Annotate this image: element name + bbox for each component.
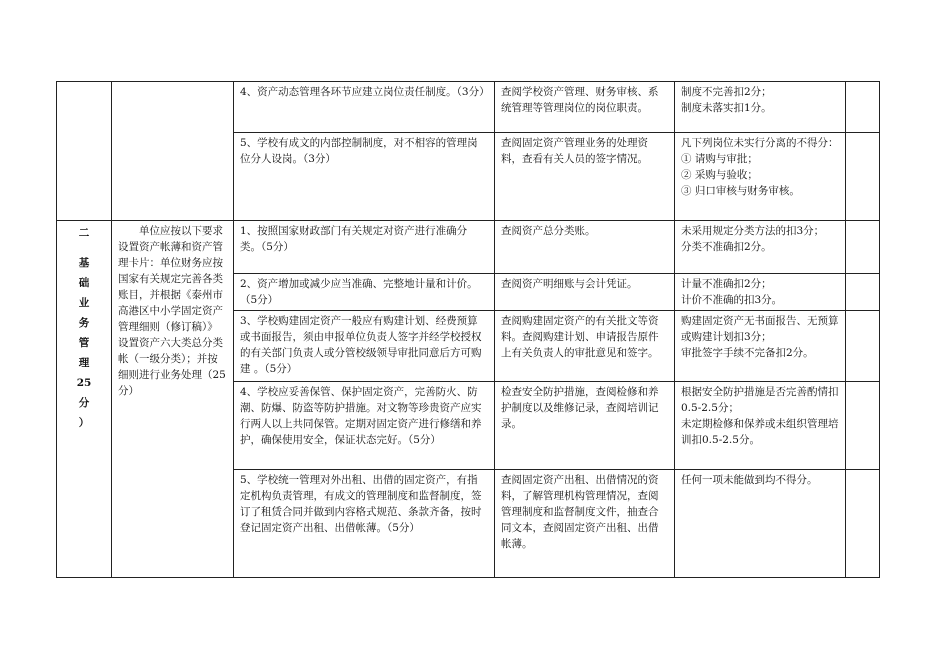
- scoring-cell: [675, 133, 846, 221]
- scoring-line: 任何一项未能做到均不得分。: [681, 474, 818, 486]
- score-cell: [846, 221, 880, 274]
- method-cell: 查阅固定资产出租、出借情况的资料，了解管理机构管理情况，查阅管理制度和监督制度文件，抽查合同文本，查阅固定资产出租、出借帐薄。: [495, 470, 675, 578]
- scoring-line: 购建固定资产无书面报告、无预算或购建计划扣3分；: [681, 315, 839, 343]
- standard-cell: 5、学校统一管理对外出租、出借的固定资产，有指定机构负责管理，有成文的管理制度和监督制度，签订了租赁合同并做到内容格式规范、条款齐备，按时登记固定资产出租、出借帐薄。（5分）: [234, 470, 495, 578]
- method-cell: 查阅购建固定资产的有关批文等资料。查阅购建计划、申请报告原件上有关负责人的审批意见和签字。: [495, 311, 675, 382]
- scoring-cell: [675, 82, 846, 133]
- score-cell: [846, 82, 880, 133]
- score-cell: [846, 133, 880, 221]
- method-cell: 查阅学校资产管理、财务审核、系统管理等管理岗位的岗位职责。: [495, 82, 675, 133]
- requirement-cell: 单位应按以下要求设置资产帐薄和资产管理卡片：单位财务应按国家有关规定完善各类账目，并根据《泰州市高港区中小学固定资产管理细则（修订稿）》设置资产六大类总分类帐（一级分类）；并按细则进行业务处理（25分）: [112, 221, 234, 578]
- scoring-line: 计量不准确扣2分；: [681, 278, 772, 290]
- standard-cell: 3、学校购建固定资产一般应有购建计划、经费预算或书面报告，须由申报单位负责人签字并经学校授权的有关部门负责人或分管校级领导审批同意后方可购建 。（5分）: [234, 311, 495, 382]
- scoring-line: 根据安全防护措施是否完善酌情扣0.5-2.5分；: [681, 386, 839, 414]
- scoring-line: 未定期检修和保养或未组织管理培训扣0.5-2.5分。: [681, 418, 839, 446]
- scoring-line: 凡下列岗位未实行分离的不得分：: [681, 137, 839, 149]
- scoring-line: 审批签字手续不完备扣2分。: [681, 347, 814, 359]
- category-cell-empty: [57, 82, 112, 221]
- scoring-line: ① 请购与审批；: [681, 153, 758, 165]
- assessment-table: [56, 81, 880, 578]
- scoring-line: 未采用规定分类方法的扣3分；: [681, 225, 825, 237]
- score-cell: [846, 274, 880, 311]
- requirement-cell-empty: [112, 82, 234, 221]
- table-row: [57, 82, 880, 133]
- scoring-line: 分类不准确扣2分。: [681, 241, 772, 253]
- standard-cell: 1、按照国家财政部门有关规定对资产进行准确分类。（5分）: [234, 221, 495, 274]
- scoring-cell: [675, 470, 846, 578]
- method-cell: 检查安全防护措施，查阅检修和养护制度以及维修记录，查阅培训记录。: [495, 382, 675, 470]
- score-cell: [846, 382, 880, 470]
- scoring-cell: [675, 221, 846, 274]
- score-cell: [846, 311, 880, 382]
- scoring-line: 制度不完善扣2分；: [681, 86, 772, 98]
- standard-cell: 5、学校有成文的内部控制制度，对不相容的管理岗位分人设岗。（3分）: [234, 133, 495, 221]
- table-row: [57, 221, 880, 274]
- scoring-line: 计价不准确的扣3分。: [681, 294, 783, 306]
- standard-cell: 4、学校应妥善保管、保护固定资产，完善防火、防潮、防爆、防盗等防护措施。对文物等珍贵资产应实行两人以上共同保管。定期对固定资产进行修缮和养护，确保使用安全，保证状态完好。（5分）: [234, 382, 495, 470]
- standard-cell: 4、资产动态管理各环节应建立岗位责任制度。（3分）: [234, 82, 495, 133]
- scoring-cell: [675, 382, 846, 470]
- scoring-cell: [675, 311, 846, 382]
- method-cell: 查阅资产明细账与会计凭证。: [495, 274, 675, 311]
- method-cell: 查阅固定资产管理业务的处理资料，查看有关人员的签字情况。: [495, 133, 675, 221]
- scoring-line: ③ 归口审核与财务审核。: [681, 185, 800, 197]
- scoring-line: ② 采购与验收；: [681, 169, 758, 181]
- scoring-cell: [675, 274, 846, 311]
- score-cell: [846, 470, 880, 578]
- scoring-line: 制度未落实扣1分。: [681, 102, 772, 114]
- method-cell: 查阅资产总分类账。: [495, 221, 675, 274]
- category-cell: [57, 221, 112, 578]
- standard-cell: 2、资产增加或减少应当准确、完整地计量和计价。（5分）: [234, 274, 495, 311]
- category-vertical-label: 二 基 础 业 务 管 理 25 分 ）: [76, 227, 92, 429]
